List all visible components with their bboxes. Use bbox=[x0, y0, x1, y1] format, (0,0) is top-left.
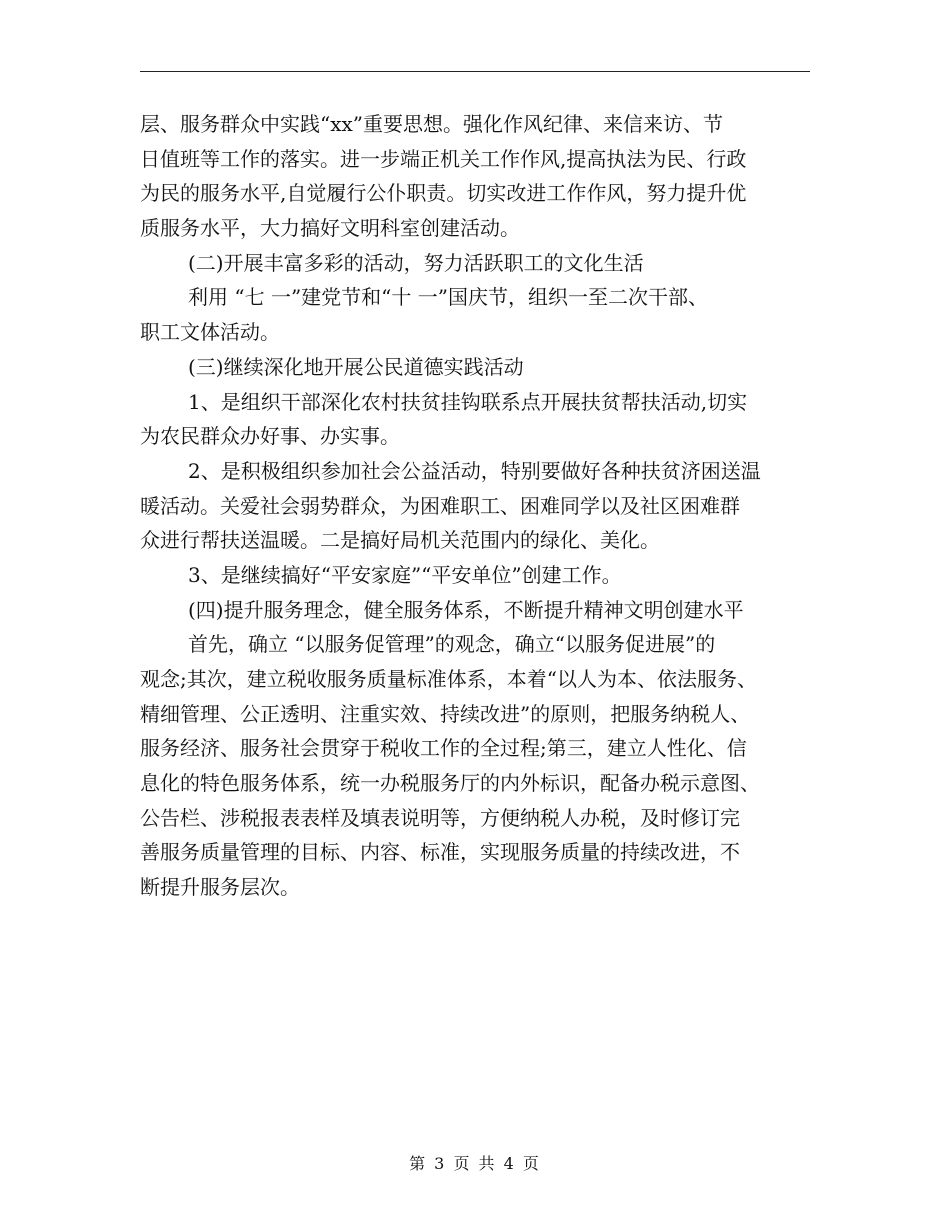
text-line: 众进行帮扶送温暖。二是搞好局机关范围内的绿化、美化。 bbox=[140, 528, 660, 553]
text-line: 为农民群众办好事、办实事。 bbox=[140, 424, 400, 449]
text-line: 2、是积极组织参加社会公益活动，特别要做好各种扶贫济困送温 bbox=[188, 458, 761, 483]
text-line: 3、是继续搞好“平安家庭”“平安单位”创建工作。 bbox=[188, 562, 622, 587]
text-line: 公告栏、涉税报表表样及填表说明等，方便纳税人办税，及时修订完 bbox=[140, 805, 740, 830]
text-line: 暖活动。关爱社会弱势群众，为困难职工、困难同学以及社区困难群 bbox=[140, 493, 740, 518]
text-line: 息化的特色服务体系，统一办税服务厅的内外标识，配备办税示意图、 bbox=[140, 771, 760, 796]
text-line: 善服务质量管理的目标、内容、标准，实现服务质量的持续改进，不 bbox=[140, 840, 740, 865]
text-line: 质服务水平，大力搞好文明科室创建活动。 bbox=[140, 216, 520, 241]
section-heading: (二)开展丰富多彩的活动，努力活跃职工的文化生活 bbox=[188, 250, 644, 275]
text-line: 服务经济、服务社会贯穿于税收工作的全过程;第三，建立人性化、信 bbox=[140, 736, 747, 761]
section-heading: (四)提升服务理念，健全服务体系，不断提升精神文明创建水平 bbox=[188, 597, 744, 622]
text-line: 为民的服务水平,自觉履行公仆职责。切实改进工作作风，努力提升优 bbox=[140, 181, 747, 206]
text-line: 利用 “七 一”建党节和“十 一”国庆节，组织一至二次干部、 bbox=[188, 285, 708, 310]
document-body bbox=[140, 107, 812, 905]
text-line: 首先，确立 “以服务促管理”的观念，确立“以服务促进展”的 bbox=[188, 632, 716, 657]
header-rule bbox=[140, 71, 810, 72]
text-line: 1、是组织干部深化农村扶贫挂钩联系点开展扶贫帮扶活动,切实 bbox=[188, 389, 748, 414]
text-line: 断提升服务层次。 bbox=[140, 875, 300, 900]
page-number: 第 3 页 共 4 页 bbox=[409, 1154, 541, 1173]
text-line: 层、服务群众中实践“xx”重要思想。强化作风纪律、来信来访、节 bbox=[140, 112, 724, 136]
text-line: 精细管理、公正透明、注重实效、持续改进”的原则，把服务纳税人、 bbox=[140, 701, 751, 726]
text-line: 职工文体活动。 bbox=[140, 320, 280, 345]
text-line: 观念;其次，建立税收服务质量标准体系，本着“以人为本、依法服务、 bbox=[140, 667, 757, 691]
text-line: 日值班等工作的落实。进一步端正机关工作作风,提高执法为民、行政 bbox=[140, 146, 747, 171]
section-heading: (三)继续深化地开展公民道德实践活动 bbox=[188, 354, 524, 379]
